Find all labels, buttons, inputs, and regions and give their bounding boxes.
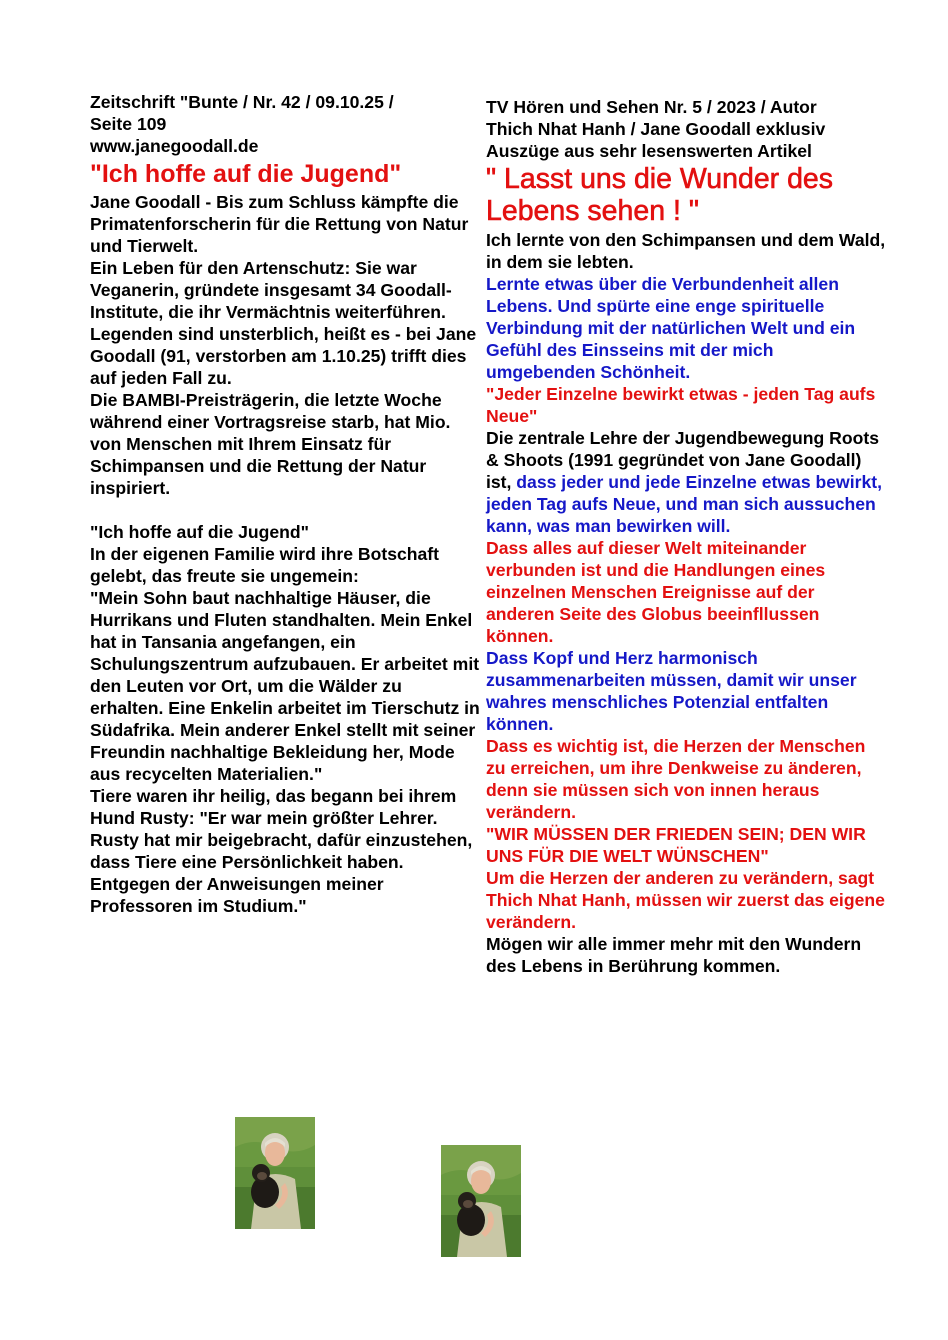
- right-paragraph-3-blue: dass jeder und jede Einzelne etwas bewirkt, jeden Tag aufs Neue, und man sich aussuchen kann, was man bewirken will.: [486, 472, 882, 536]
- right-paragraph-3: [486, 427, 886, 537]
- jane-goodall-photo-1: [235, 1117, 315, 1229]
- right-paragraph-3-black: Die zentrale Lehre der Jugendbewegung Roots & Shoots (1991 gegründet von Jane Goodall) ist,: [486, 428, 879, 492]
- left-source-line-2: Seite 109: [90, 114, 167, 134]
- right-source-line-3: Auszüge aus sehr lesenswerten Artikel: [486, 141, 812, 161]
- left-paragraph-6: "Mein Sohn baut nachhaltige Häuser, die Hurrikans und Fluten standhalten. Mein Enkel hat in Tansania angefangen, ein Schulungszentrum aufzubauen. Er arbeitet mit den Leuten vor Ort, um die Wälder zu erhalten. Eine Enkelin arbeitet im Tierschutz in Südafrika. Mein anderer Enkel stellt mit seiner Freundin nachhaltige Bekleidung her, Mode aus recycelten Materialien.": [90, 588, 480, 784]
- jane-goodall-chimp-image: [235, 1117, 315, 1229]
- right-column: [486, 96, 886, 977]
- right-paragraph-6: Dass es wichtig ist, die Herzen der Menschen zu erreichen, um ihre Denkweise zu änderen, denn sie müssen sich von innen heraus verändern.: [486, 736, 866, 822]
- right-paragraph-1: Ich lernte von den Schimpansen und dem Wald, in dem sie lebten.: [486, 230, 886, 272]
- right-paragraph-4: Dass alles auf dieser Welt miteinander verbunden ist und die Handlungen eines einzelnen Menschen Ereignisse auf der anderen Seite des Globus beeinfllussen können.: [486, 538, 826, 646]
- right-source-line-1: TV Hören und Sehen Nr. 5 / 2023 / Autor: [486, 97, 817, 117]
- right-headline: " Lasst uns die Wunder des Lebens sehen ! ": [486, 163, 834, 227]
- right-paragraph-9: Mögen wir alle immer mehr mit den Wundern des Lebens in Berührung kommen.: [486, 934, 862, 976]
- right-paragraph-8: Um die Herzen der anderen zu verändern, sagt Thich Nhat Hanh, müssen wir zuerst das eigene verändern.: [486, 868, 885, 932]
- left-paragraph-4: Die BAMBI-Preisträgerin, die letzte Woche während einer Vortragsreise starb, hat Mio. von Menschen mit Ihrem Einsatz für Schimpansen und die Rettung der Natur inspiriert.: [90, 390, 451, 498]
- right-paragraph-7: "WIR MÜSSEN DER FRIEDEN SEIN; DEN WIR UNS FÜR DIE WELT WÜNSCHEN": [486, 824, 866, 866]
- jane-goodall-chimp-image: [441, 1145, 521, 1257]
- left-headline: "Ich hoffe auf die Jugend": [90, 160, 402, 188]
- jane-goodall-photo-2: [441, 1145, 521, 1257]
- right-quote: "Jeder Einzelne bewirkt etwas - jeden Tag aufs Neue": [486, 384, 876, 426]
- left-column: [90, 91, 480, 917]
- left-paragraph-1: Jane Goodall - Bis zum Schluss kämpfte die Primatenforscherin für die Rettung von Natur und Tierwelt.: [90, 192, 469, 256]
- left-source-line-1: Zeitschrift "Bunte / Nr. 42 / 09.10.25 /: [90, 92, 394, 112]
- left-paragraph-2: Ein Leben für den Artenschutz: Sie war Veganerin, gründete insgesamt 34 Goodall-Institute, die ihr Vermächtnis weiterführen.: [90, 258, 452, 322]
- right-source-line-2: Thich Nhat Hanh / Jane Goodall exklusiv: [486, 119, 826, 139]
- website-link[interactable]: www.janegoodall.de: [90, 136, 259, 156]
- left-paragraph-3: Legenden sind unsterblich, heißt es - bei Jane Goodall (91, verstorben am 1.10.25) trifft dies auf jeden Fall zu.: [90, 324, 477, 388]
- left-paragraph-7: Tiere waren ihr heilig, das begann bei ihrem Hund Rusty: "Er war mein größter Lehrer. Rusty hat mir beigebracht, dafür einzustehen, dass Tiere eine Persönlichkeit haben. Entgegen der Anweisungen meiner Professoren im Studium.": [90, 786, 473, 916]
- left-paragraph-5: In der eigenen Familie wird ihre Botschaft gelebt, das freute sie ungemein:: [90, 544, 440, 586]
- left-subheading: "Ich hoffe auf die Jugend": [90, 522, 310, 542]
- right-paragraph-2: Lernte etwas über die Verbundenheit allen Lebens. Und spürte eine enge spirituelle Verbindung mit der natürlichen Welt und ein Gefühl des Einsseins mit der mich umgebenden Schönheit.: [486, 274, 856, 382]
- right-paragraph-5: Dass Kopf und Herz harmonisch zusammenarbeiten müssen, damit wir unser wahres menschliches Potenzial entfalten können.: [486, 648, 857, 734]
